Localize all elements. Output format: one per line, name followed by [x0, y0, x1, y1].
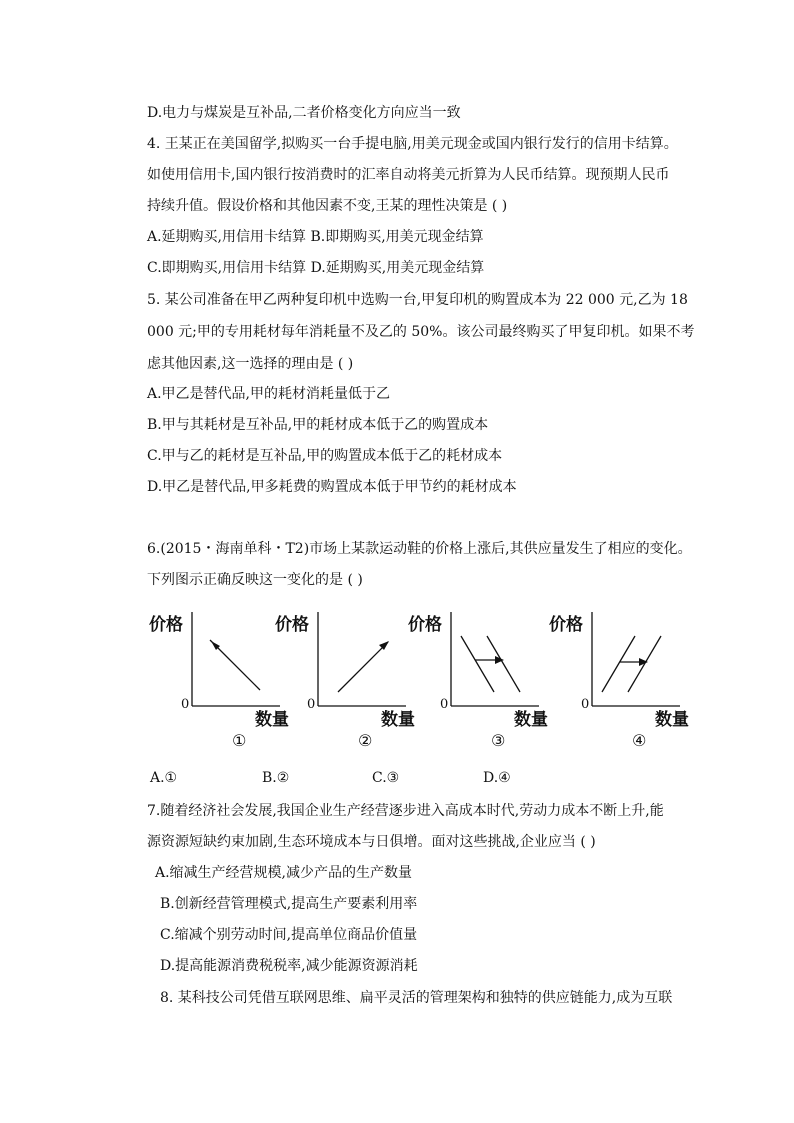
- figure-1: [140, 606, 289, 756]
- origin-label: 0: [181, 697, 190, 712]
- figure-4: [540, 606, 689, 756]
- price-axis-label: 价格: [549, 615, 583, 635]
- graph-2: [266, 606, 406, 716]
- text-line: 虑其他因素,这一选择的理由是 ( ): [147, 356, 354, 372]
- curve-line: [602, 636, 635, 692]
- curve-line: [487, 636, 520, 692]
- origin-label: 0: [581, 697, 590, 712]
- text-line: 持续升值。假设价格和其他因素不变,王某的理性决策是 ( ): [147, 198, 508, 214]
- text-line: D.电力与煤炭是互补品,二者价格变化方向应当一致: [147, 105, 461, 121]
- graph-4: [540, 606, 680, 716]
- text-line: 4. 王某正在美国留学,拟购买一台手提电脑,用美元现金或国内银行发行的信用卡结算。: [147, 136, 678, 152]
- price-axis-label: 价格: [408, 615, 442, 635]
- text-line: C.缩减个别劳动时间,提高单位商品价值量: [160, 927, 418, 943]
- figure-3: [399, 606, 548, 756]
- graph-1: [140, 606, 280, 716]
- quantity-axis-label: 数量: [655, 710, 689, 730]
- text-line: 5. 某公司准备在甲乙两种复印机中选购一台,甲复印机的购置成本为 22 000 元,乙为 18: [147, 292, 688, 308]
- quantity-axis-label: 数量: [255, 710, 289, 730]
- origin-label: 0: [440, 697, 449, 712]
- answer-option: C.③: [372, 770, 400, 786]
- price-axis-label: 价格: [275, 615, 309, 635]
- text-line: B.甲与其耗材是互补品,甲的耗材成本低于乙的购置成本: [147, 417, 489, 433]
- text-line: C.即期购买,用信用卡结算 D.延期购买,用美元现金结算: [147, 260, 485, 276]
- price-axis-label: 价格: [149, 615, 183, 635]
- origin-label: 0: [307, 697, 316, 712]
- text-line: C.甲与乙的耗材是互补品,甲的购置成本低于乙的耗材成本: [147, 448, 503, 464]
- figure-row: [140, 606, 700, 756]
- curve-line: [628, 636, 661, 692]
- text-line: A.缩减生产经营规模,减少产品的生产数量: [155, 865, 413, 881]
- text-line: 6.(2015・海南单科・T2)市场上某款运动鞋的价格上涨后,其供应量发生了相应的变化。: [147, 541, 692, 557]
- text-line: B.创新经营管理模式,提高生产要素利用率: [160, 896, 418, 912]
- figure-number: ③: [491, 731, 506, 750]
- curve-line: [461, 636, 494, 692]
- text-line: D.甲乙是替代品,甲多耗费的购置成本低于甲节约的耗材成本: [147, 479, 517, 495]
- text-line: 7.随着经济社会发展,我国企业生产经营逐步进入高成本时代,劳动力成本不断上升,能: [147, 803, 664, 819]
- answer-option: D.④: [483, 770, 511, 786]
- figure-number: ②: [358, 731, 373, 750]
- figure-number: ④: [632, 731, 647, 750]
- answer-option: B.②: [262, 770, 290, 786]
- quantity-axis-label: 数量: [381, 710, 415, 730]
- text-line: 8. 某科技公司凭借互联网思维、扁平灵活的管理架构和独特的供应链能力,成为互联: [160, 990, 673, 1006]
- graph-3: [399, 606, 539, 716]
- text-line: D.提高能源消费税税率,减少能源资源消耗: [160, 958, 418, 974]
- curve-line: [338, 642, 388, 692]
- text-line: 如使用信用卡,国内银行按消费时的汇率自动将美元折算为人民币结算。现预期人民币: [147, 167, 670, 183]
- answer-option: A.①: [150, 770, 178, 786]
- text-line: A.甲乙是替代品,甲的耗材消耗量低于乙: [147, 386, 391, 402]
- figure-2: [266, 606, 415, 756]
- text-line: 000 元;甲的专用耗材每年消耗量不及乙的 50%。该公司最终购买了甲复印机。如果不考: [147, 324, 695, 340]
- quantity-axis-label: 数量: [514, 710, 548, 730]
- text-line: 源资源短缺约束加剧,生态环境成本与日俱增。面对这些挑战,企业应当 ( ): [147, 834, 596, 850]
- text-line: A.延期购买,用信用卡结算 B.即期购买,用美元现金结算: [147, 229, 484, 245]
- figure-number: ①: [232, 731, 247, 750]
- text-line: 下列图示正确反映这一变化的是 ( ): [147, 572, 363, 588]
